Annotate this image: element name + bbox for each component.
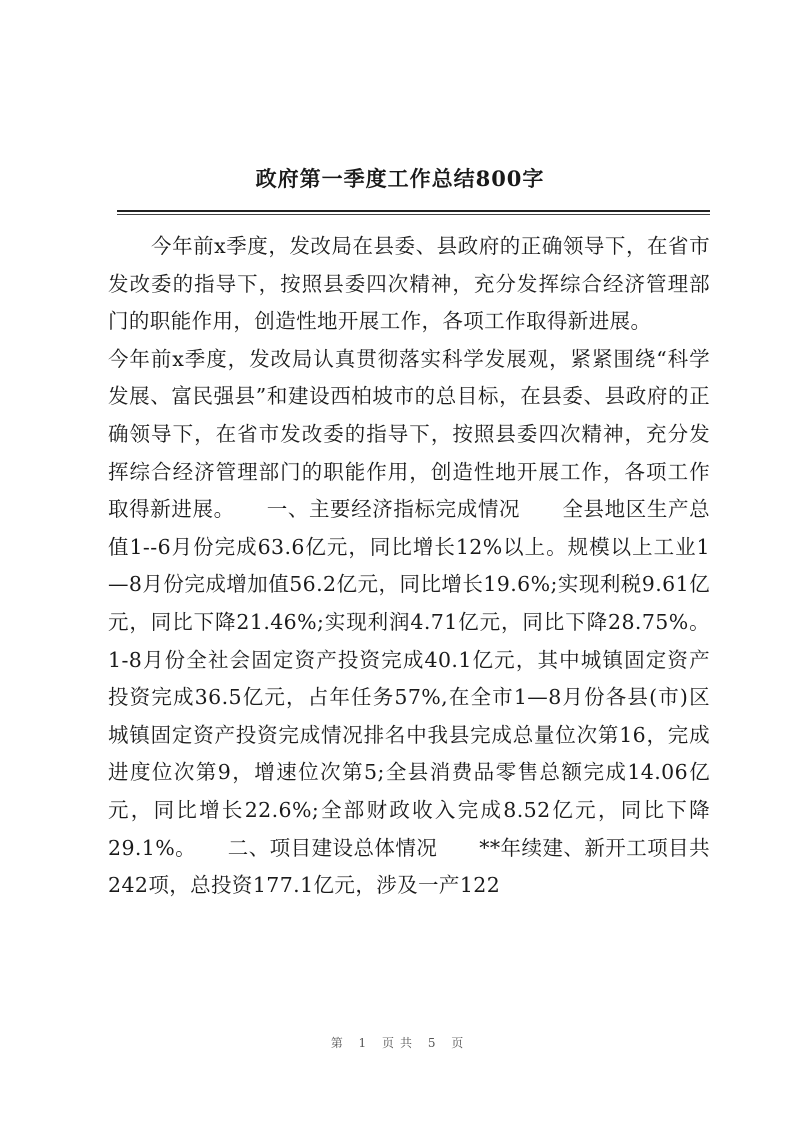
paragraph-intro: 今年前x季度，发改局在县委、县政府的正确领导下，在省市发改委的指导下，按照县委四次精神，充分发挥综合经济管理部门的职能作用，创造性地开展工作，各项工作取得新进展。 <box>108 234 710 334</box>
document-body <box>108 228 710 905</box>
paragraph-main: 今年前x季度，发改局认真贯彻落实科学发展观，紧紧围绕“科学发展、富民强县”和建设西柏坡市的总目标，在县委、县政府的正确领导下，在省市发改委的指导下，按照县委四次精神，充分发挥综合经济管理部门的职能作用，创造性地开展工作，各项工作取得新进展。 一、主要经济指标完成情况 全县地区生产总值1--6月份完成63.6亿元，同比增长12%以上。规模以上工业1—8月份完成增加值56.2亿元，同比增长19.6%;实现利税9.61亿元，同比下降21.46%;实现利润4.71亿元，同比下降28.75%。1-8月份全社会固定资产投资完成40.1亿元，其中城镇固定资产投资完成36.5亿元，占年任务57%,在全市1—8月份各县(市)区城镇固定资产投资完成情况排名中我县完成总量位次第16，完成进度位次第9，增速位次第5;全县消费品零售总额完成14.06亿元，同比增长22.6%;全部财政收入完成8.52亿元，同比下降29.1%。 二、项目建设总体情况 **年续建、新开工项目共242项，总投资177.1亿元，涉及一产122 <box>108 346 710 898</box>
page-number: 第 1 页共 5 页 <box>330 1036 470 1050</box>
title-divider <box>117 210 710 212</box>
document-title: 政府第一季度工作总结800字 <box>255 166 545 191</box>
title-divider-thin <box>117 214 710 215</box>
